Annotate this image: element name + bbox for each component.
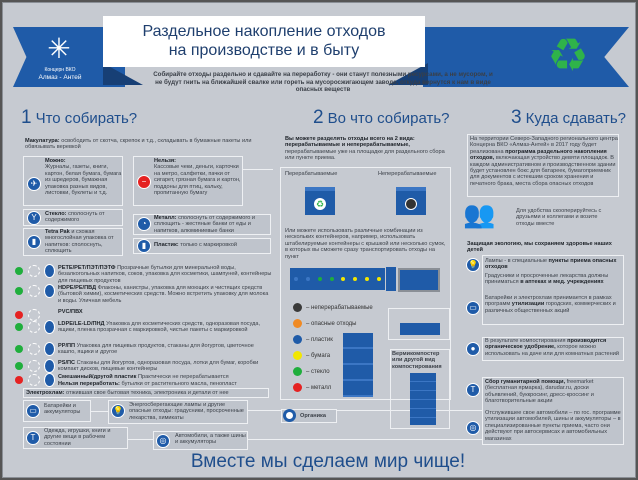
ewaste-text: Электрохлам: отжившая свое бытовая техника, электроника и детали от нее	[26, 390, 229, 396]
no-recycle-note: Нельзя переработать: бутылки от растительного масла, пенопласт	[58, 381, 237, 387]
program-text: На территории Северо-Западного регионального центра Концерна ВКО «Алмаз-Антей» в 2017 году будет реализована программа раздельного накопления отходов, включающая устройство девяти площадок. В каждом административном и производственном здании будет установлен бокс для батареек, бумагоприемник для документов с истекшим сроком хранения и печатного брака, места сбора опасных отходов	[470, 136, 618, 187]
connector	[248, 439, 483, 440]
paper-dot	[377, 277, 381, 281]
plastic-item-icon	[44, 373, 55, 387]
can-text: Можно: Журналы, газеты, книги, картон, белая бумага, бумага из шредеров, бумажная упаковка разных видов, листовки, буклеты и т.д.	[45, 158, 122, 197]
tetra-text: Tetra Pak и схожая многослойная упаковка от напитков: сполоснуть, сплющить	[45, 229, 114, 255]
plastic-item-icon	[44, 284, 55, 298]
can-icon: ◔	[137, 217, 151, 231]
organic-label: Органика	[300, 413, 326, 419]
plastic-text: Пластик: только с маркировкой	[154, 242, 237, 248]
dark-circle-icon	[405, 198, 417, 210]
legend-item	[293, 303, 373, 312]
no-status-dot	[15, 376, 23, 384]
section2-heading: 2 Во что собирать?	[313, 107, 450, 128]
compost-text: В результате компостирования производится органическое удобрение, которое можно использовать на даче или для комнатных растений	[485, 338, 619, 357]
plastic-row: PS/ПС Стаканы для йогуртов, одноразовая посуда, лотки для бумаг, коробки компакт дисков, пищевые контейнеры	[58, 360, 259, 373]
recycle-icon	[28, 285, 40, 297]
recyclable-label: Перерабатываемые	[285, 171, 338, 177]
infographic	[2, 2, 636, 478]
recyclable-bin	[305, 187, 335, 215]
paper-dot	[365, 277, 369, 281]
glass-dot	[330, 277, 334, 281]
legend-dot	[293, 351, 302, 360]
humanitarian-text: Сбор гуманитарной помощи, freemarket (бесплатная ярмарка), darudar.ru, доски объявлений, буккросинг, дресс-кроссинг и благотворительные акции	[485, 379, 594, 405]
legend-item	[293, 335, 333, 344]
logo-line1: Концерн ВКО	[44, 67, 76, 73]
section1-heading: 1 Что собирать?	[21, 107, 138, 128]
lamps-text: Энергосберегающие лампы и другие опасные отходы: градусники, просроченные лекарства, химикаты	[129, 402, 244, 421]
clothes-text: Одежда, игрушки, книги и другие вещи в рабочем состоянии	[44, 428, 111, 447]
nonrecyclable-label: Неперерабатываемые	[378, 171, 437, 177]
tshirt-icon: T	[26, 431, 40, 445]
tall-container	[386, 267, 396, 291]
coop-text: Для удобства скооперируйтесь с друзьями и коллегами и возите отходы вместе	[516, 208, 602, 227]
ok-status-dot	[15, 323, 23, 331]
paper-plane-icon: ✈	[27, 177, 41, 191]
connector	[91, 411, 108, 412]
plastic-item-icon	[44, 359, 55, 373]
combo-text: Или можете использовать различные комбинации из нескольких контейнеров, например, использовать штабелируемые контейнеры с крышкой или несколько сумок, в которых вы сможете сразу транспортировать отходы на пункт	[285, 228, 446, 260]
subtitle: Собирайте отходы раздельно и сдавайте на переработку - они станут полезными ресурсами, а не мусором, и не будут гнить на ближайшей свалке или гореть на мусоросжигающем заводе, откуда вернутся к нам в виде опасных веществ	[153, 71, 493, 93]
connector	[128, 439, 153, 440]
legend-dot	[293, 383, 302, 392]
metal-text: Металл: сполоснуть от содержимого и сплющить - жестяные банки от еды и напитков, алюминиевые банки	[154, 215, 256, 234]
battery-icon: ▭	[466, 301, 480, 315]
bottle-icon: ▮	[137, 239, 151, 253]
battery-icon: ▭	[26, 404, 40, 418]
title-line1: Раздельное накопление отходов	[142, 23, 386, 40]
legend-label: – неперерабатываемые	[306, 304, 373, 311]
lamp-icon: 💡	[466, 258, 480, 272]
s2-intro: Вы можете разделять отходы всего на 2 вида: перерабатываемые и неперерабатываемые, перерабатываемые уже на площадке для раздельного сбора или пункте приема.	[285, 136, 445, 162]
paper-dot	[341, 277, 345, 281]
glass-dot	[318, 277, 322, 281]
recycle-logo-icon: ♻	[547, 29, 589, 81]
glass-text: Стекло: сполоснуть от содержимого	[45, 211, 105, 224]
lamp-icon: 💡	[111, 404, 125, 418]
cannot-text: Нельзя: Кассовые чеки, деньги, карточки на метро, салфетки, пачки от сигарет, грязная бумага и картон, поддоны для птиц, кальку, пропитанную бумагу	[154, 158, 241, 197]
plastic-item-icon	[44, 264, 55, 278]
cars-disposal: Отслужившее свое автомобили – по гос. программе утилизации автомобилей, шины и аккумуляторы – в специализированные пункты приема, часто они действуют при автосервисах и автомобильных магазинах	[485, 410, 621, 442]
legend-item	[293, 319, 356, 328]
tire-icon: ◎	[156, 434, 170, 448]
eco-heading: Защищая экологию, мы сохраняем здоровье наших детей	[467, 241, 612, 254]
tire-icon: ◎	[466, 421, 480, 435]
no-entry-icon: −	[137, 175, 151, 189]
plastic-row: PETE/PET/ПЭТ/ПЭТФ Прозрачные бутылки для минеральной воды, безалкогольных напитков, соков, упаковка для косметики, шампуней, контейнеры для пищевых продуктов	[58, 265, 272, 284]
recycle-icon	[28, 360, 40, 372]
connector	[243, 169, 273, 170]
vermi-text: Вермикомпостер или другой вид компостирования	[392, 351, 442, 370]
legend-label: – стекло	[306, 368, 330, 375]
plastic-row: PP/ПП Упаковка для пищевых продуктов, стаканы для йогуртов, цветочное кашпо, ящики и другое	[58, 343, 254, 356]
glass-icon: Y	[27, 211, 41, 225]
legend-item	[293, 383, 331, 392]
paper-dot	[353, 277, 357, 281]
logo-icon: ✳	[47, 33, 71, 64]
recycle-icon	[28, 265, 40, 277]
ok-status-dot	[15, 267, 23, 275]
ok-status-dot	[15, 287, 23, 295]
legend-dot	[293, 303, 302, 312]
stackable-bins	[343, 333, 373, 397]
recycle-icon	[28, 309, 40, 321]
lamps-disposal: Лампы - в специальные пункты приема опасных отходов	[485, 258, 617, 271]
legend-dot	[293, 319, 302, 328]
legend-item	[293, 351, 330, 360]
recycle-icon: ♻	[315, 199, 325, 209]
legend-label: – пластик	[306, 336, 333, 343]
plastic-dot	[294, 277, 298, 281]
ok-status-dot	[15, 362, 23, 370]
batteries-text: Батарейки и аккумуляторы	[44, 403, 81, 416]
therm-disposal: Градусники и просроченные лекарства должны приниматься в аптеках и мед. учреждениях	[485, 273, 609, 286]
organic-icon: ●	[466, 342, 480, 356]
plastic-item-icon	[44, 320, 55, 334]
plastic-row: PVC/ПВХ	[58, 309, 83, 315]
vermicomposter-icon	[410, 373, 436, 425]
recycle-icon	[28, 321, 40, 333]
legend-label: – бумага	[306, 352, 331, 359]
drawer-unit	[398, 268, 440, 292]
plastic-row: HDPE/PE/ПВД Флаконы, канистры, упаковка для моющих и чистящих средств (бытовой химии), косметических средств. Можно встретить упаковку для молока и воды. Уличная мебель	[58, 285, 269, 304]
tetrapak-icon: ▮	[27, 235, 41, 249]
cars-text: Автомобили, а также шины и аккумуляторы	[175, 433, 246, 446]
paper-note: Макулатура: освободить от скотча, скрепок и т.д., складывать в бумажные пакеты или обвязывать веревкой	[25, 138, 252, 151]
tray-icon	[400, 323, 440, 335]
stacked-containers-row	[290, 268, 385, 290]
title-line2: на производстве и в быту	[168, 42, 360, 59]
recycle-icon	[28, 343, 40, 355]
plastic-row: Смешанный/другой пластик Практически не перерабатывается	[58, 374, 229, 380]
recycle-icon	[28, 374, 40, 386]
plastic-item-icon	[44, 342, 55, 356]
section3-heading: 3 Куда сдавать?	[511, 107, 627, 128]
legend-label: – металл	[306, 384, 332, 391]
legend-item	[293, 367, 330, 376]
legend-label: – опасные отходы	[306, 320, 357, 327]
organic-icon	[283, 409, 296, 422]
legend-dot	[293, 335, 302, 344]
tshirt-icon: T	[466, 383, 480, 397]
legend-dot	[293, 367, 302, 376]
logo-line2: Алмаз - Антей	[38, 74, 82, 81]
batt-disposal: Батарейки и электрохлам принимается в рамках программ утилизации городских, коммерческих и различных общественных акций	[485, 295, 616, 314]
plastic-dot	[306, 277, 310, 281]
no-status-dot	[15, 311, 23, 319]
nonrecyclable-bin	[396, 187, 426, 215]
footer-slogan: Вместе мы сделаем мир чище!	[190, 451, 466, 472]
people-icon: 👥	[463, 199, 496, 229]
ok-status-dot	[15, 345, 23, 353]
title-box	[103, 16, 425, 67]
plastic-row: LDPE/LE-LD/ПНД Упаковка для косметических средств, одноразовая посуда, ящики, пленка прозрачная с маркировкой, чистые пакеты с маркировкой	[58, 321, 261, 334]
